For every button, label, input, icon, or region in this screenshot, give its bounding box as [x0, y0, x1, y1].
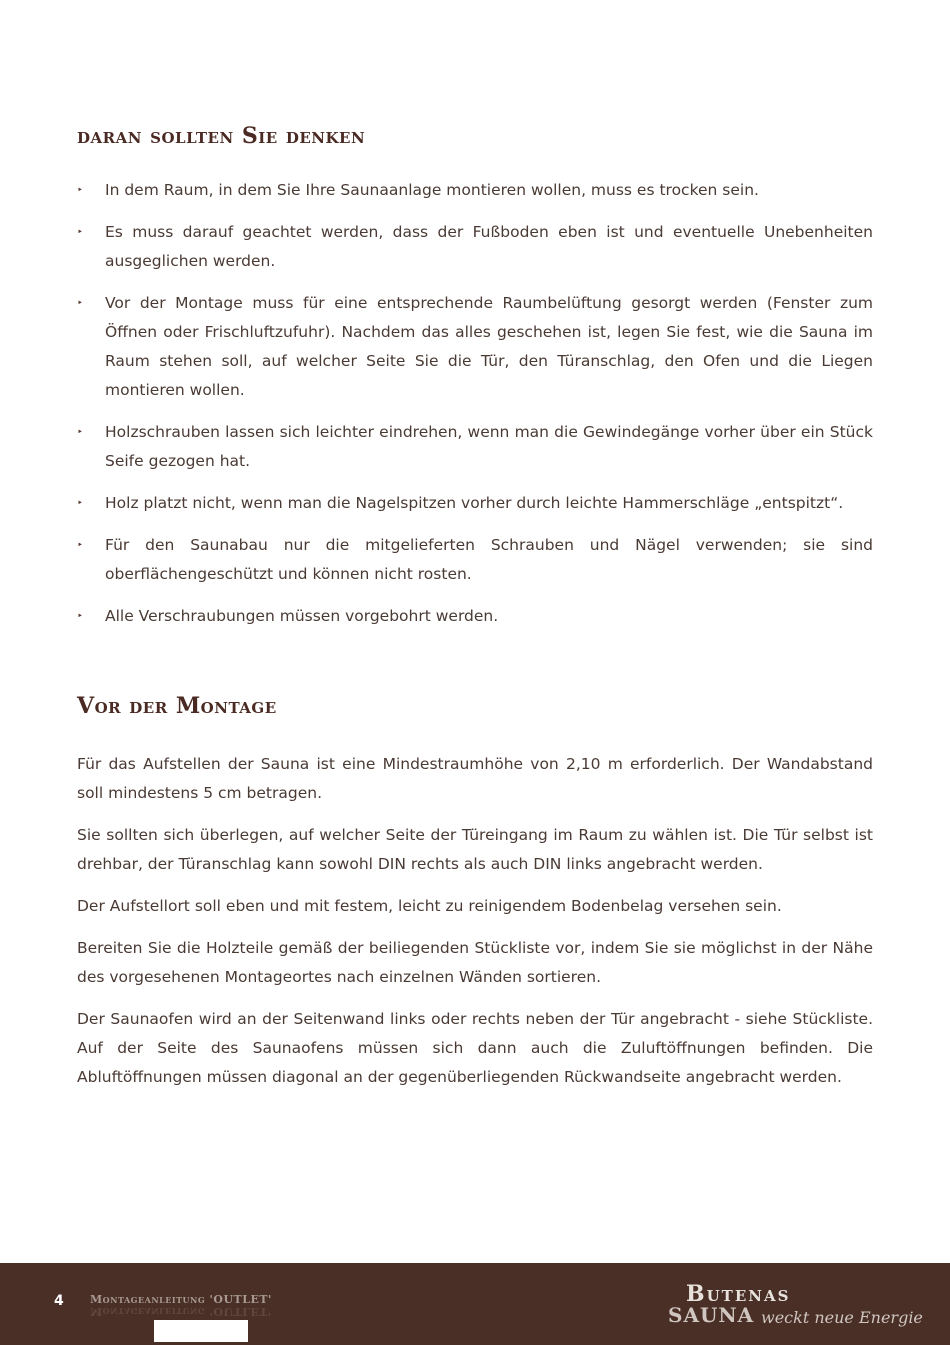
list-item-text: Für den Saunabau nur die mitgelieferten Schrauben und Nägel verwenden; sie sind oberflächengeschützt und können nicht rosten.	[105, 536, 873, 583]
section-before-assembly	[77, 692, 873, 1105]
list-item	[77, 218, 873, 276]
paragraph: Der Aufstellort soll eben und mit festem, leicht zu reinigendem Bodenbelag versehen sein.	[77, 897, 782, 915]
bullet-icon: ‣	[77, 498, 83, 509]
list-item	[77, 602, 873, 631]
logo-wordmark-top: Butenas	[686, 1281, 791, 1307]
list-item-text: In dem Raum, in dem Sie Ihre Saunaanlage montieren wollen, muss es trocken sein.	[105, 181, 759, 199]
logo-tagline: weckt neue Energie	[761, 1308, 923, 1327]
bullet-icon: ‣	[77, 227, 83, 238]
paragraph: Für das Aufstellen der Sauna ist eine Mindestraumhöhe von 2,10 m erforderlich. Der Wandabstand soll mindestens 5 cm betragen.	[77, 755, 873, 802]
list-item-text: Es muss darauf geachtet werden, dass der Fußboden eben ist und eventuelle Unebenheiten ausgeglichen werden.	[105, 223, 873, 270]
footer-title-reflection: Montageanleitung 'OUTLET'	[90, 1305, 272, 1318]
section-heading: Vor der Montage	[77, 693, 277, 719]
list-item	[77, 289, 873, 405]
paragraph: Bereiten Sie die Holzteile gemäß der beiliegenden Stückliste vor, indem Sie sie möglichst in der Nähe des vorgesehenen Montageortes nach einzelnen Wänden sortieren.	[77, 939, 873, 986]
list-item	[77, 531, 873, 589]
section-preparation-tips	[77, 122, 873, 644]
tips-list	[77, 176, 873, 631]
section-heading: daran sollten Sie denken	[77, 123, 366, 149]
bullet-icon: ‣	[77, 540, 83, 551]
paragraph: Sie sollten sich überlegen, auf welcher Seite der Türeingang im Raum zu wählen ist. Die Tür selbst ist drehbar, der Türanschlag kann sowohl DIN rechts als auch DIN links angebracht werden.	[77, 826, 873, 873]
footer-title: Montageanleitung 'OUTLET'	[90, 1293, 272, 1306]
bullet-icon: ‣	[77, 298, 83, 309]
bullet-icon: ‣	[77, 185, 83, 196]
bullet-icon: ‣	[77, 427, 83, 438]
footer-white-box	[154, 1320, 248, 1342]
paragraph: Der Saunaofen wird an der Seitenwand links oder rechts neben der Tür angebracht - siehe Stückliste. Auf der Seite des Saunaofens müssen sich dann auch die Zuluftöffnungen befinden. Die Abluftöffnungen müssen diagonal an der gegenüberliegenden Rückwandseite angebracht werden.	[77, 1010, 873, 1086]
list-item-text: Alle Verschraubungen müssen vorgebohrt werden.	[105, 607, 499, 625]
list-item	[77, 176, 873, 205]
page-footer	[0, 1263, 950, 1345]
bullet-icon: ‣	[77, 611, 83, 622]
list-item	[77, 489, 873, 518]
brand-logo	[668, 1281, 923, 1331]
list-item-text: Vor der Montage muss für eine entsprechende Raumbelüftung gesorgt werden (Fenster zum Öffnen oder Frischluftzufuhr). Nachdem das alles geschehen ist, legen Sie fest, wie die Sauna im Raum stehen soll, auf welcher Seite Sie die Tür, den Türanschlag, den Ofen und die Liegen montieren wollen.	[105, 294, 873, 399]
page-number: 4	[54, 1293, 64, 1309]
logo-wordmark-bottom: SAUNA	[668, 1303, 755, 1327]
list-item-text: Holz platzt nicht, wenn man die Nagelspitzen vorher durch leichte Hammerschläge „entspitzt“.	[105, 494, 844, 512]
list-item	[77, 418, 873, 476]
list-item-text: Holzschrauben lassen sich leichter eindrehen, wenn man die Gewindegänge vorher über ein Stück Seife gezogen hat.	[105, 423, 873, 470]
